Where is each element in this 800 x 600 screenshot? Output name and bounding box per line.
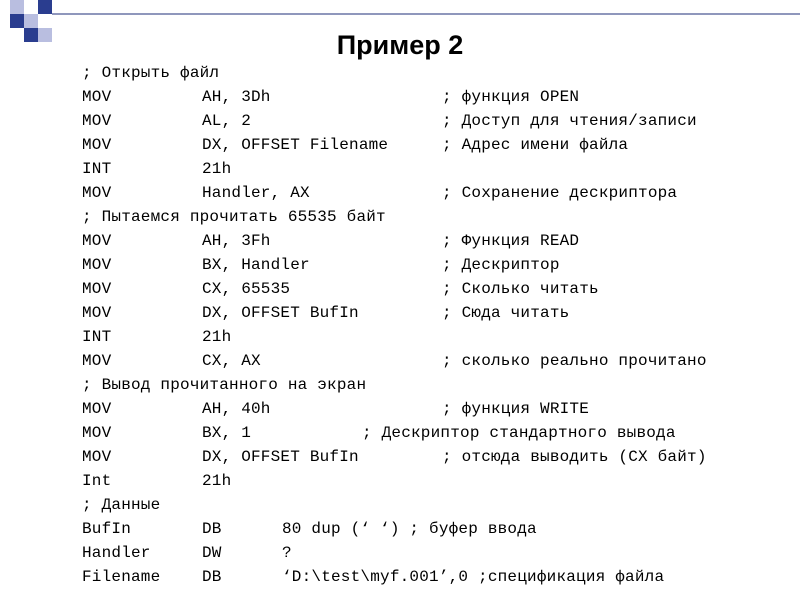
code-line: [82, 181, 798, 205]
code-comment: ; Функция READ: [442, 232, 580, 250]
code-line: [82, 373, 798, 397]
code-mnemonic: MOV: [82, 256, 112, 274]
code-label: BufIn: [82, 520, 132, 538]
code-operands: DX, OFFSET BufIn: [202, 304, 359, 322]
code-comment: ; функция OPEN: [442, 88, 580, 106]
code-line: [82, 325, 798, 349]
code-mnemonic: MOV: [82, 232, 112, 250]
code-operands: AH, 40h: [202, 400, 271, 418]
code-mnemonic: MOV: [82, 448, 112, 466]
code-mnemonic: MOV: [82, 112, 112, 130]
code-comment: ; Сюда читать: [442, 304, 570, 322]
code-mnemonic: INT: [82, 160, 112, 178]
code-line: [82, 85, 798, 109]
code-line: [82, 229, 798, 253]
code-mnemonic: MOV: [82, 352, 112, 370]
code-comment: ; Дескриптор: [442, 256, 560, 274]
code-line: [82, 469, 798, 493]
code-operands: DX, OFFSET BufIn: [202, 448, 359, 466]
code-comment: ; Сколько читать: [442, 280, 599, 298]
code-mnemonic: MOV: [82, 304, 112, 322]
code-operands: ?: [282, 544, 292, 562]
assembly-code-listing: [82, 61, 798, 589]
code-directive: DB: [202, 568, 222, 586]
code-comment: ; Сохранение дескриптора: [442, 184, 678, 202]
code-mnemonic: MOV: [82, 424, 112, 442]
code-mnemonic: Int: [82, 472, 112, 490]
code-operands: 21h: [202, 160, 232, 178]
code-line: [82, 445, 798, 469]
code-comment: ; сколько реально прочитано: [442, 352, 707, 370]
code-line: [82, 517, 798, 541]
code-line: [82, 301, 798, 325]
code-mnemonic: MOV: [82, 184, 112, 202]
code-comment: ; Адрес имени файла: [442, 136, 629, 154]
code-operands: DX, OFFSET Filename: [202, 136, 389, 154]
code-operands: 80 dup (‘ ‘) ; буфер ввода: [282, 520, 537, 538]
code-operands: BX, 1: [202, 424, 252, 442]
code-comment: ; Пытаемся прочитать 65535 байт: [82, 208, 386, 226]
code-line: [82, 277, 798, 301]
code-comment: ; Данные: [82, 496, 161, 514]
code-comment: ; отсюда выводить (CX байт): [442, 448, 707, 466]
code-line: [82, 133, 798, 157]
code-mnemonic: MOV: [82, 280, 112, 298]
code-operands: 21h: [202, 328, 232, 346]
code-operands: 21h: [202, 472, 232, 490]
code-line: [82, 493, 798, 517]
code-operands: AH, 3Fh: [202, 232, 271, 250]
code-operands: ‘D:\test\myf.001’,0 ;спецификация файла: [282, 568, 665, 586]
code-label: Handler: [82, 544, 151, 562]
code-line: [82, 349, 798, 373]
code-line: [82, 253, 798, 277]
code-mnemonic: MOV: [82, 400, 112, 418]
code-comment: ; функция WRITE: [442, 400, 590, 418]
code-operands: Handler, AX: [202, 184, 310, 202]
code-comment: ; Дескриптор стандартного вывода: [362, 424, 676, 442]
code-directive: DW: [202, 544, 222, 562]
code-line: [82, 565, 798, 589]
code-operands: BX, Handler: [202, 256, 310, 274]
code-line: [82, 421, 798, 445]
code-line: [82, 157, 798, 181]
code-comment: ; Вывод прочитанного на экран: [82, 376, 367, 394]
code-operands: AH, 3Dh: [202, 88, 271, 106]
code-operands: AL, 2: [202, 112, 252, 130]
code-label: Filename: [82, 568, 161, 586]
code-comment: ; Открыть файл: [82, 64, 220, 82]
code-mnemonic: MOV: [82, 136, 112, 154]
code-line: [82, 397, 798, 421]
code-line: [82, 205, 798, 229]
code-operands: CX, 65535: [202, 280, 291, 298]
code-line: [82, 61, 798, 85]
code-operands: CX, AX: [202, 352, 261, 370]
code-line: [82, 109, 798, 133]
slide-title: Пример 2: [336, 30, 464, 60]
code-directive: DB: [202, 520, 222, 538]
code-mnemonic: MOV: [82, 88, 112, 106]
code-mnemonic: INT: [82, 328, 112, 346]
code-line: [82, 541, 798, 565]
code-comment: ; Доступ для чтения/записи: [442, 112, 697, 130]
